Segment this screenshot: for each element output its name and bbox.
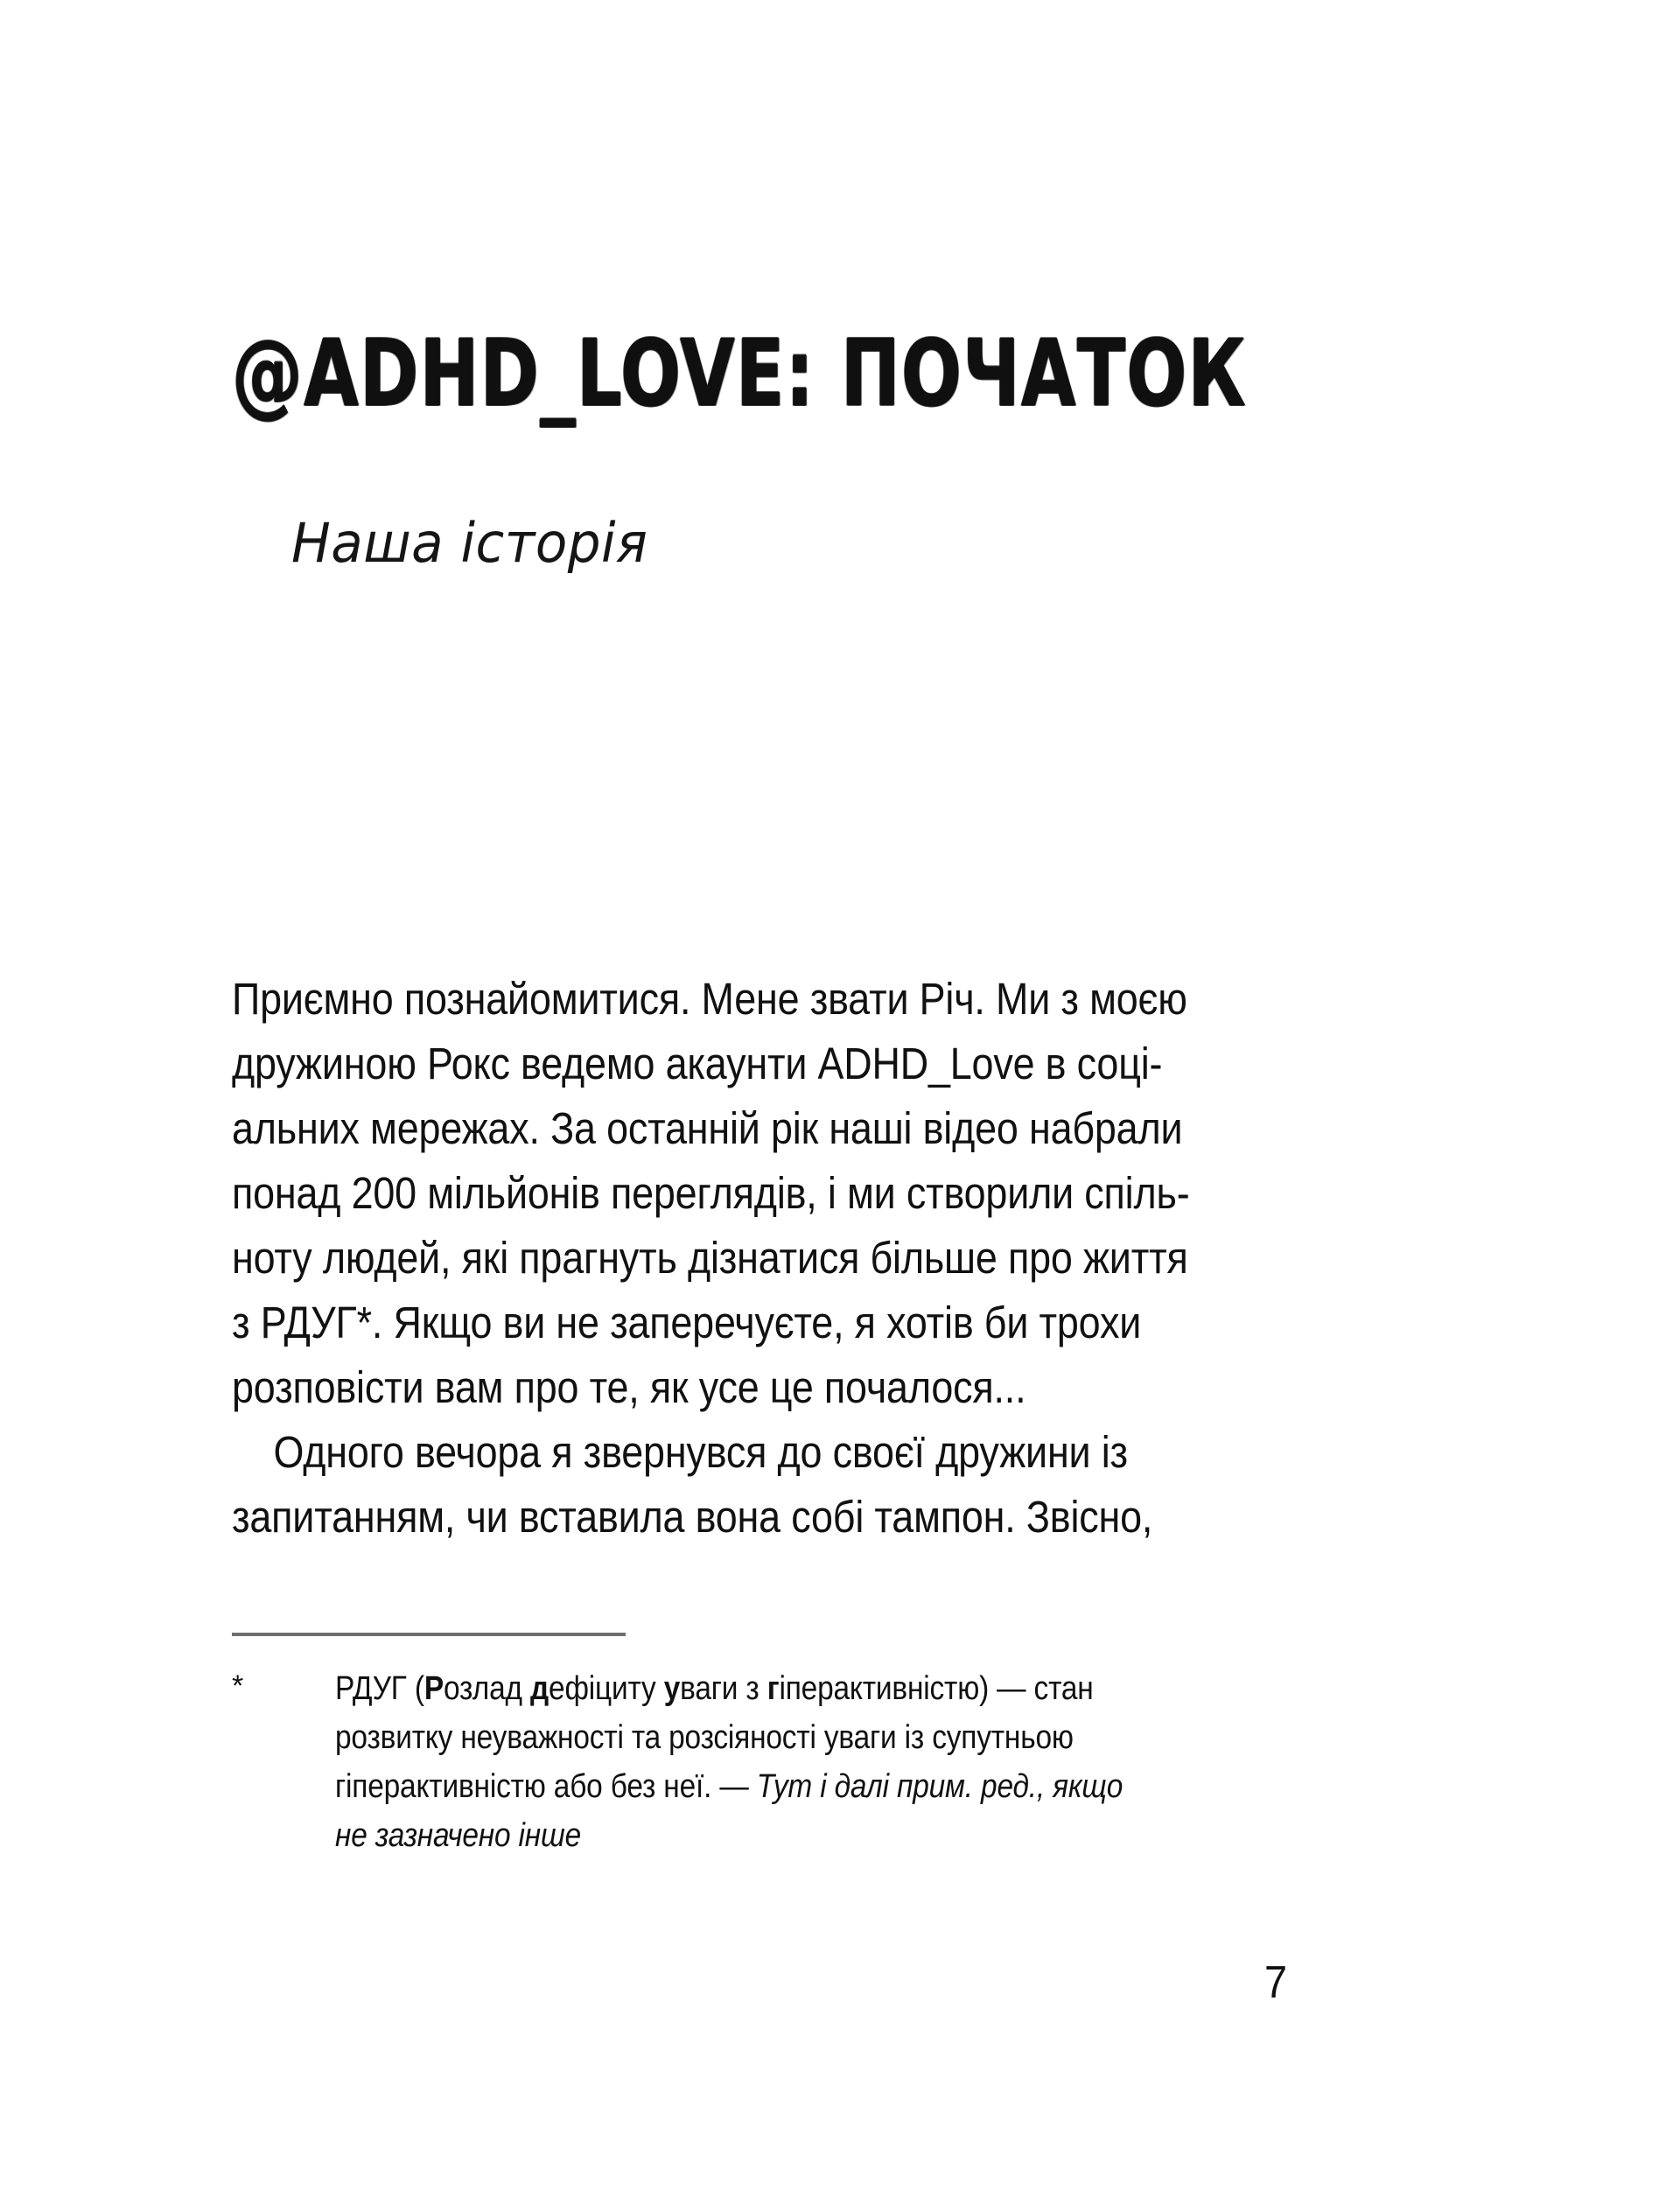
footnote-text-run: г <box>766 1670 780 1707</box>
footnote-text-run: Р <box>424 1670 444 1707</box>
paragraph-line: з РДУГ*. Якщо ви не заперечуєте, я хотів би трохи <box>232 1298 1142 1347</box>
footnote-line <box>335 1713 1322 1762</box>
footnote-lines <box>335 1664 1457 1860</box>
footnote-text-run: іперактивністю) — стан <box>779 1670 1094 1707</box>
paragraph-line: Приємно познайомитися. Мене звати Річ. Ми з моєю <box>232 974 1187 1024</box>
footnote-text-run: Тут і далі прим. ред., якщо <box>756 1768 1124 1805</box>
chapter-subtitle: Наша історія <box>291 511 648 575</box>
footnote <box>232 1633 1457 1860</box>
footnote-body <box>232 1664 1457 1860</box>
chapter-title: @ADHD_LOVE: ПОЧАТОК <box>232 320 1248 428</box>
paragraph-line: понад 200 мільйонів переглядів, і ми створили спіль- <box>232 1168 1190 1218</box>
footnote-text-run: не зазначено інше <box>335 1817 582 1854</box>
footnote-text-run: ваги з <box>680 1670 767 1707</box>
footnote-text-run: ефіциту <box>549 1670 664 1707</box>
footnote-divider <box>232 1633 626 1636</box>
footnote-line <box>335 1811 1322 1860</box>
footnote-line <box>335 1664 1322 1713</box>
page-number: 7 <box>1264 1957 1288 2008</box>
paragraph-line: Одного вечора я звернувся до своєї дружини із <box>273 1427 1128 1477</box>
footnote-text-run: у <box>663 1670 681 1707</box>
footnote-marker: * <box>232 1669 244 1703</box>
paragraph-line: дружиною Рокс ведемо акаунти ADHD_Love в соці- <box>232 1039 1163 1088</box>
footnote-line <box>335 1762 1322 1811</box>
body-text <box>232 967 1452 1550</box>
footnote-text-run: розвитку неуважності та розсіяності уваги із супутньою <box>335 1719 1074 1756</box>
paragraph <box>232 967 1452 1420</box>
paragraph-line: альних мережах. За останній рік наші відео набрали <box>232 1103 1183 1153</box>
paragraph-line: ноту людей, які прагнуть дізнатися більше про життя <box>232 1233 1188 1283</box>
paragraph-line: запитанням, чи вставила вона собі тампон. Звісно, <box>232 1492 1153 1542</box>
footnote-text-run: озлад <box>443 1670 530 1707</box>
paragraph <box>232 1420 1452 1550</box>
paragraph-line: розповісти вам про те, як усе це почалося... <box>232 1362 1026 1412</box>
footnote-text-run: д <box>529 1670 550 1707</box>
footnote-text-run: РДУГ ( <box>335 1670 424 1707</box>
footnote-text-run: гіперактивністю або без неї. — <box>335 1768 757 1805</box>
